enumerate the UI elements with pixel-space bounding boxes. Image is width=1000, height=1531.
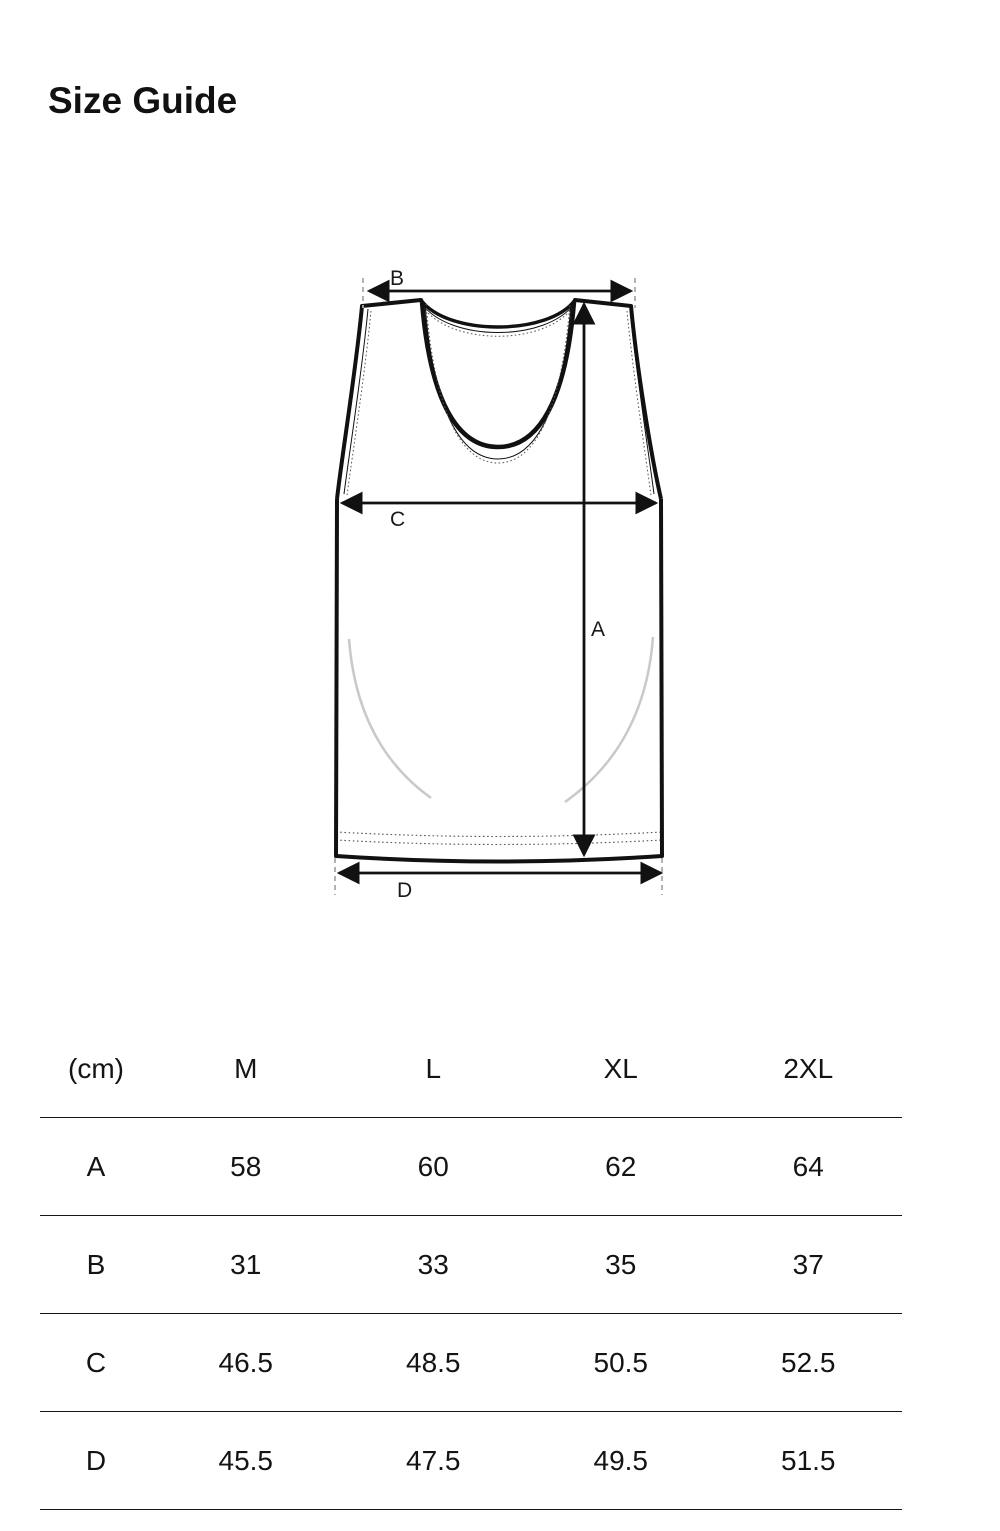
size-cell: 37 [792,1248,824,1280]
table-row-b [40,1216,902,1314]
column-header-2xl: 2XL [783,1052,834,1084]
size-cell: 49.5 [593,1444,648,1476]
size-cell: 48.5 [406,1346,461,1378]
size-cell: 47.5 [406,1444,461,1476]
table-header-row [40,1020,902,1118]
size-table [40,1020,902,1510]
column-header-l: L [425,1052,442,1084]
size-cell: 52.5 [781,1346,836,1378]
b-label: B [390,267,405,290]
size-cell: 62 [605,1150,637,1182]
size-cell: 45.5 [218,1444,273,1476]
d-label: D [397,879,413,902]
unit-header: (cm) [68,1052,124,1084]
size-cell: 31 [230,1248,262,1280]
table-row-c [40,1314,902,1412]
page-title: Size Guide [48,80,238,121]
size-cell: 35 [605,1248,637,1280]
right-side-seam [661,499,662,856]
left-side-seam [336,499,337,856]
table-row-a [40,1118,902,1216]
size-cell: 51.5 [781,1444,836,1476]
tank-top-diagram-svg [300,240,700,920]
size-cell: 50.5 [593,1346,648,1378]
table-row-d [40,1412,902,1510]
size-cell: 60 [417,1150,449,1182]
garment-fill [336,300,662,862]
column-header-m: M [234,1052,258,1084]
tank-top-drawing [336,300,662,862]
column-header-xl: XL [603,1052,638,1084]
c-label: C [390,508,406,531]
size-cell: 64 [792,1150,824,1182]
size-cell: 46.5 [218,1346,273,1378]
a-label: A [591,618,606,641]
row-label: C [85,1346,107,1378]
dimension-d [335,858,662,902]
size-cell: 58 [230,1150,262,1182]
row-label: A [86,1150,106,1182]
row-label: B [86,1248,106,1280]
row-label: D [85,1444,107,1476]
size-diagram [300,240,700,920]
size-cell: 33 [417,1248,449,1280]
